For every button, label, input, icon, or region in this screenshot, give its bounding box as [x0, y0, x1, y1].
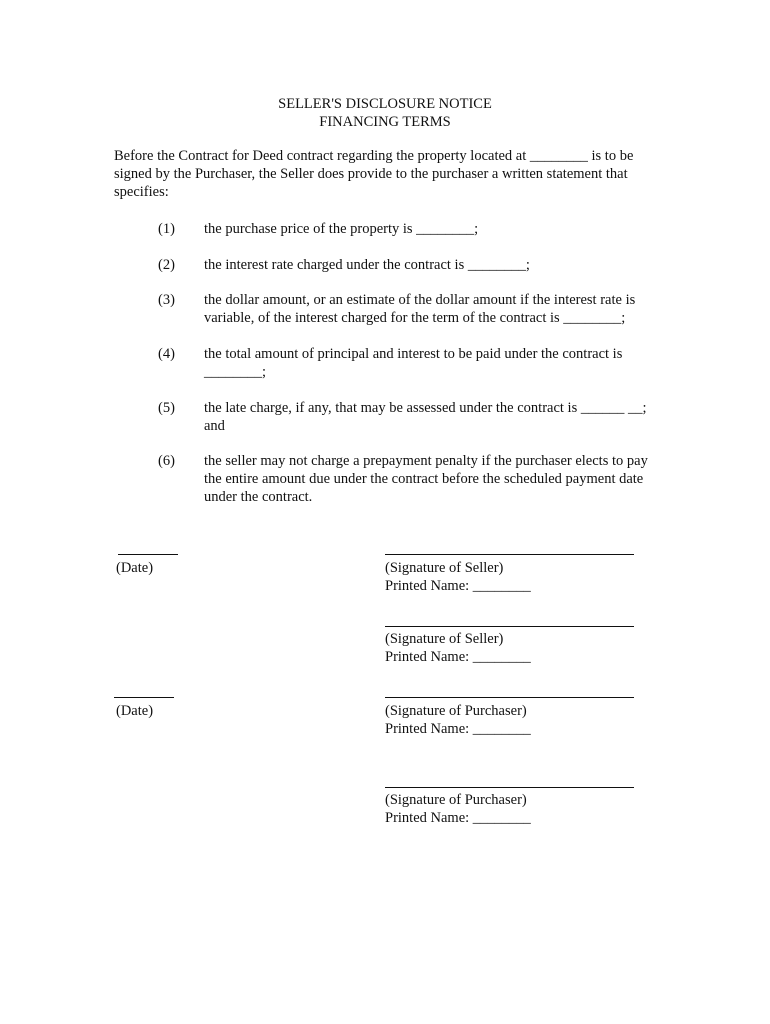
list-item-number: (4) — [158, 346, 175, 362]
purchaser-signature-line[interactable] — [385, 697, 634, 698]
printed-name-field[interactable]: Printed Name: ________ — [385, 649, 531, 665]
purchaser-signature-label: (Signature of Purchaser) — [385, 703, 527, 719]
document-title: SELLER'S DISCLOSURE NOTICE — [278, 96, 492, 112]
date-line[interactable] — [114, 697, 174, 698]
list-item-text: the total amount of principal and interest to be paid under the contract is ________; — [204, 346, 623, 380]
date-label: (Date) — [116, 560, 154, 576]
seller-signature-line[interactable] — [385, 554, 634, 555]
list-item-text: the dollar amount, or an estimate of the dollar amount if the interest rate is variable, of the interest charged for the term of the contract is ________; — [204, 292, 636, 326]
printed-name-field[interactable]: Printed Name: ________ — [385, 721, 531, 737]
list-item-text: the interest rate charged under the contract is ________; — [204, 257, 530, 273]
printed-name-field[interactable]: Printed Name: ________ — [385, 578, 531, 594]
date-line[interactable] — [118, 554, 178, 555]
list-item-text: the seller may not charge a prepayment penalty if the purchaser elects to pay the entire amount due under the contract before the scheduled payment date under the contract. — [204, 453, 648, 505]
list-item-number: (6) — [158, 453, 175, 469]
purchaser-signature-line[interactable] — [385, 787, 634, 788]
document-subtitle: FINANCING TERMS — [319, 114, 451, 130]
seller-signature-line[interactable] — [385, 626, 634, 627]
seller-signature-label: (Signature of Seller) — [385, 631, 504, 647]
list-item-number: (2) — [158, 257, 175, 273]
list-item-number: (3) — [158, 292, 175, 308]
purchaser-signature-label: (Signature of Purchaser) — [385, 792, 527, 808]
printed-name-field[interactable]: Printed Name: ________ — [385, 810, 531, 826]
list-item-number: (1) — [158, 221, 175, 237]
intro-paragraph: Before the Contract for Deed contract regarding the property located at ________ is to be signed by the Purchaser, the Seller does provide to the purchaser a written statement that specifies: — [114, 148, 634, 200]
date-label: (Date) — [116, 703, 154, 719]
list-item-text: the purchase price of the property is ________; — [204, 221, 479, 237]
seller-signature-label: (Signature of Seller) — [385, 560, 504, 576]
list-item-number: (5) — [158, 400, 175, 416]
list-item-text: the late charge, if any, that may be assessed under the contract is ______ __; and — [204, 400, 647, 434]
